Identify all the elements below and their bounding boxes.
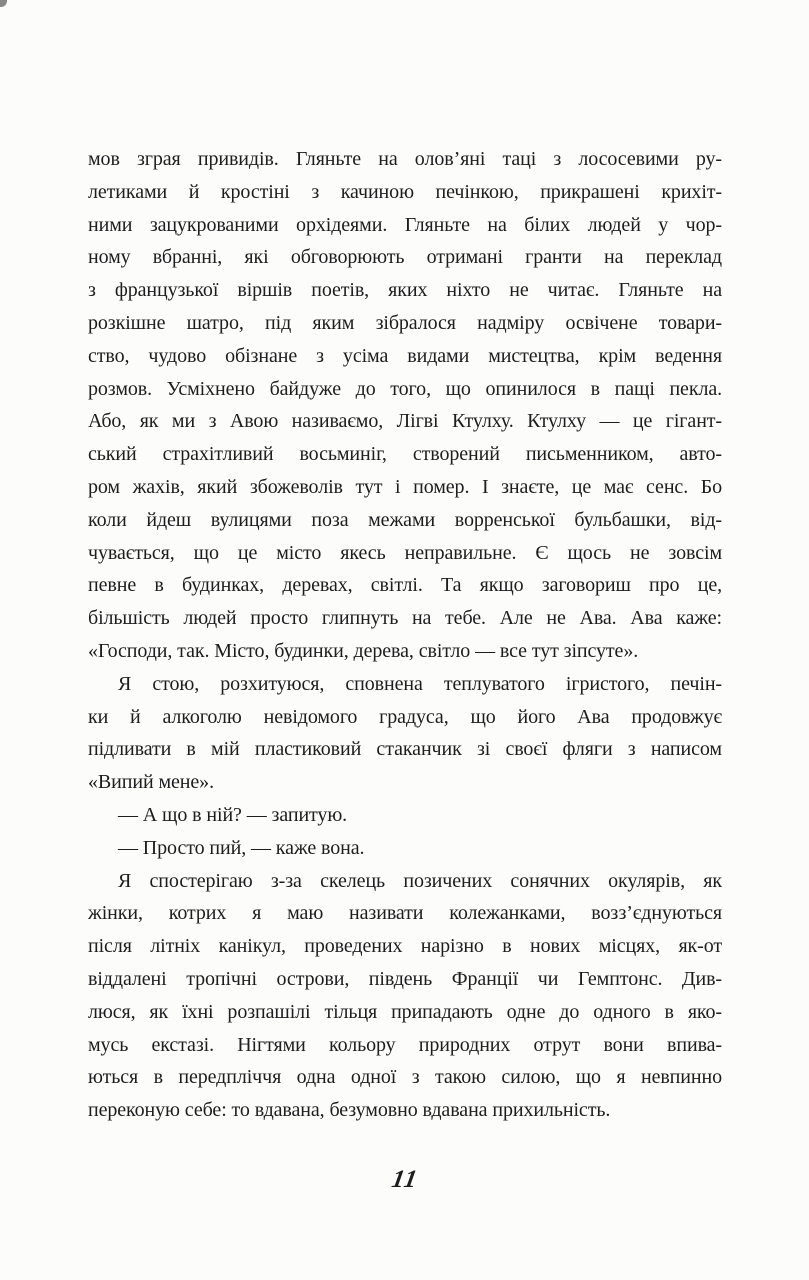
text-line: ються в передпліччя одна одної з такою силою, що я невпинно: [88, 1066, 722, 1089]
paragraph: [88, 865, 722, 1127]
text-line: після літніх канікул, проведених нарізно в нових місцях, як-от: [88, 935, 722, 958]
text-line: Або, як ми з Авою називаємо, Лігві Ктулху. Ктулху — це гігант-: [88, 410, 722, 433]
text-line: ки й алкоголю невідомого градуса, що його Ава продовжує: [88, 705, 722, 728]
text-line: ному вбранні, які обговорюють отримані гранти на переклад: [88, 246, 722, 269]
paragraph: [88, 668, 722, 799]
text-line: Я стою, розхитуюся, сповнена теплуватого ігристого, печін-: [118, 672, 722, 695]
text-line: розмов. Усміхнено байдуже до того, що опинилося в пащі пекла.: [88, 377, 722, 400]
text-line: ський страхітливий восьминіг, створений письменником, авто-: [88, 443, 722, 466]
text-line: ними зацукрованими орхідеями. Гляньте на білих людей у чор-: [88, 213, 722, 236]
text-line: розкішне шатро, під яким зібралося надміру освічене товари-: [88, 311, 722, 334]
text-line: Я спостерігаю з-за скелець позичених сонячних окулярів, як: [118, 869, 722, 892]
text-line: люся, як їхні розпашілі тільця припадають одне до одного в яко-: [88, 1000, 722, 1023]
paragraph: [88, 143, 722, 668]
text-line: коли йдеш вулицями поза межами ворренської бульбашки, від-: [88, 508, 722, 531]
text-line: певне в будинках, деревах, світлі. Та якщо заговориш про це,: [88, 574, 722, 597]
text-line: з французької віршів поетів, яких ніхто не читає. Гляньте на: [88, 279, 722, 302]
text-block: [88, 143, 722, 1127]
text-line: — Просто пий, — каже вона.: [118, 836, 365, 859]
paragraph: [88, 799, 722, 832]
scan-speck: [0, 0, 7, 7]
text-line: мов зграя привидів. Гляньте на олов’яні таці з лососевими ру-: [88, 148, 722, 170]
text-line: переконую себе: то вдавана, безумовно вдавана прихильність.: [88, 1099, 611, 1122]
paragraph: [88, 832, 722, 865]
text-line: «Господи, так. Місто, будинки, дерева, світло — все тут зіпсуте».: [88, 639, 639, 662]
text-line: — А що в ній? — запитую.: [118, 803, 348, 826]
text-line: жінки, котрих я маю називати колежанками, возз’єднуються: [88, 902, 722, 925]
text-line: підливати в мій пластиковий стаканчик зі своєї фляги з написом: [88, 738, 722, 761]
text-line: більшість людей просто глипнуть на тебе. Але не Ава. Ава каже:: [88, 607, 722, 630]
text-line: віддалені тропічні острови, південь Франції чи Гемптонс. Див-: [88, 967, 722, 990]
text-line: мусь екстазі. Нігтями кольору природних отрут вони впива-: [88, 1033, 722, 1056]
page-number-text: 11: [389, 1166, 420, 1193]
text-line: «Випий мене».: [88, 771, 214, 794]
text-line: чувається, що це місто якесь неправильне. Є щось не зовсім: [88, 541, 722, 564]
text-line: летиками й кростіні з качиною печінкою, прикрашені крихіт-: [88, 180, 722, 203]
text-line: ство, чудово обізнане з усіма видами мистецтва, крім ведення: [88, 344, 722, 367]
page-number: [0, 1166, 809, 1194]
text-line: ром жахів, який збожеволів тут і помер. І знаєте, це має сенс. Бо: [88, 475, 722, 498]
